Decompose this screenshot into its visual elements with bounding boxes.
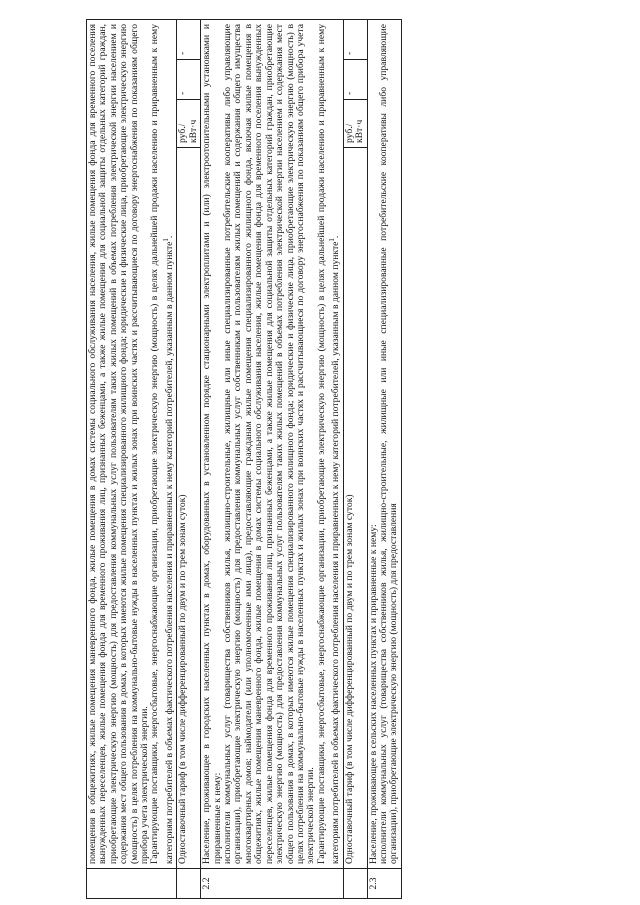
unit-cell: руб./кВт·ч: [343, 100, 367, 148]
tariff-name-cell: Одноставочный тариф (в том числе дифференцированный по двум и по трем зонам суток): [343, 148, 367, 869]
continuation-text-suppliers: Гарантирующие поставщики, энергосбытовые, энергоснабжающие организации, приобретающие электрическую энергию (мощность) в целях дальнейшей продажи населению и приравненным к нему категориям потребителей в объемах фактического потребления населения и приравненных к нему категорий потребителей, указанным в данном пункте$^1$.: [149, 24, 176, 864]
row-text-suppliers: Гарантирующие поставщики, энергосбытовые, энергоснабжающие организации, приобретающие электрическую энергию (мощность) в целях дальнейшей продажи населению и приравненным к нему категориям потребителей в объемах фактического потребления населения и приравненных к нему категорий потребителей, указанным в данном пункте$^1$.: [315, 24, 342, 864]
table-row-tariff: [177, 20, 201, 899]
footnote-mark: 1: [328, 238, 337, 242]
continuation-text: помещения в общежитиях, жилые помещения маневренного фонда, жилые помещения в домах системы социального обслуживания населения, жилые помещения фонда для временного поселения вынужденных переселенцев, жилые помещения фонда для временного проживания лиц, признанных беженцами, а также жилые помещения для социальной защиты отдельных категорий граждан, приобретающие электрическую энергию (мощность) для предоставления коммунальных услуг пользователям таких жилых помещений в объемах потребления электрической энергии населением и содержания мест общего пользования в домах, в которых имеются жилые помещения специализированного жилищного фонда; юридические и физические лица, приобретающие электрическую энергию (мощность) в целях потребления на коммунально-бытовые нужды в населенных пунктах и жилых зонах при воинских частях и рассчитывающиеся по договору энергоснабжения по показаниям общего прибора учета электрической энергии.: [87, 24, 151, 864]
table-row-2-2: [201, 20, 343, 899]
table-row-continuation: [87, 20, 177, 899]
table-row-2-3: [367, 20, 401, 899]
footnote-mark: 1: [161, 238, 170, 242]
value-cell-2: -: [177, 20, 201, 60]
value-cell-1: -: [177, 60, 201, 100]
row-description-cell: [367, 20, 401, 869]
row-number-2-3: 2.3: [367, 869, 401, 899]
row-text: исполнители коммунальных услуг (товарищества собственников жилья, жилищно-строительные, жилищные или иные специализированные потребительские кооперативы либо управляющие организации), приобретающие электрическую энергию (мощность) для предоставления: [377, 24, 400, 864]
unit-cell: руб./кВт·ч: [177, 100, 201, 148]
row-text: исполнители коммунальных услуг (товарищества собственников жилья, жилищно-строительные, жилищные или иные специализированные потребительские кооперативы либо управляющие организации), приобретающие электрическую энергию (мощность) для предоставления коммунальных услуг собственникам и пользователям жилых помещений и содержания общего имущества многоквартирных домов; наймодатели (или уполномоченные ими лица), предоставляющие гражданам жилые помещения специализированного жилищного фонда, включая жилые помещения в общежитиях, жилые помещения маневренного фонда, жилые помещения в домах системы социального обслуживания населения, жилые помещения фонда для временного поселения вынужденных переселенцев, жилые помещения фонда для временного проживания лиц, признанных беженцами, а также жилые помещения для социальной защиты отдельных категорий граждан, приобретающие электрическую энергию (мощность) для предоставления коммунальных услуг пользователям таких жилых помещений в объемах потребления электрической энергии населением и содержания мест общего пользования в домах, в которых имеются жилые помещения специализированного жилищного фонда; юридические и физические лица, приобретающие электрическую энергию (мощность) в целях потребления на коммунально-бытовые нужды в населенных пунктах и жилых зонах при воинских частях и рассчитывающиеся по договору энергоснабжения по показаниям общего прибора учета электрической энергии.: [222, 24, 317, 864]
value-cell-1: -: [343, 60, 367, 100]
row-number-cell: [87, 869, 177, 899]
table-row-tariff: [343, 20, 367, 899]
row-title: Население, проживающее в городских населенных пунктах в домах, оборудованных в установленном порядке стационарными электроплитами и (или) электроотопительными установками и приравненные к нему:: [201, 24, 223, 864]
row-title: Население, проживающее в сельских населенных пунктах и приравненные к нему:: [367, 524, 379, 864]
row-description-cell: [87, 20, 177, 869]
value-cell-2: -: [343, 20, 367, 60]
tariff-name-cell: Одноставочный тариф (в том числе дифференцированный по двум и по трем зонам суток): [177, 148, 201, 869]
row-number-2-2: 2.2: [201, 869, 343, 899]
row-description-cell: [201, 20, 343, 869]
tariff-table: [86, 19, 402, 899]
